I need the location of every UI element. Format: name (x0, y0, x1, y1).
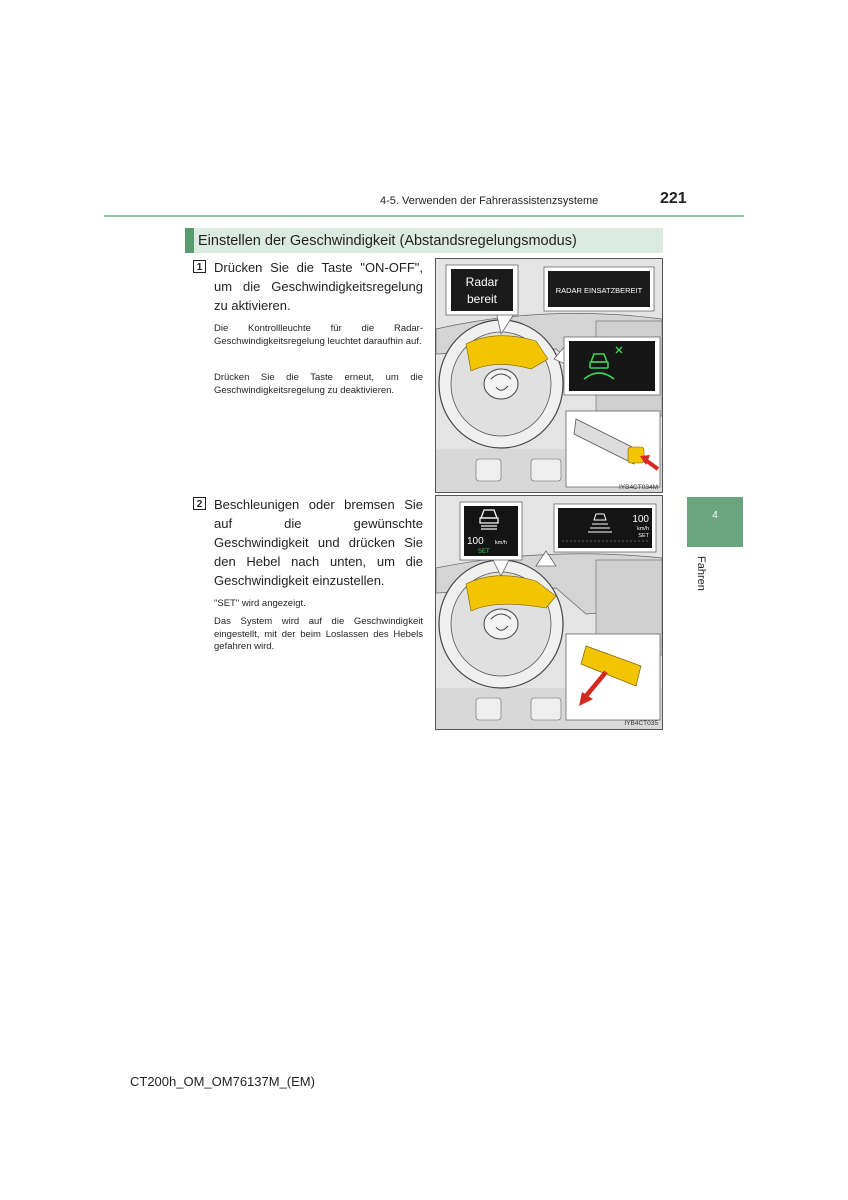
section-title: Einstellen der Geschwindigkeit (Abstandsregelungsmodus) (198, 233, 577, 249)
step-1-instruction: Drücken Sie die Taste "ON-OFF", um die Geschwindigkeitsregelung zu aktivieren. (214, 260, 423, 313)
figure-step-1 (435, 258, 663, 493)
step-2-note-1: "SET" wird angezeigt. (214, 598, 306, 609)
right-set-speed: 100 (632, 514, 649, 525)
step-number-2: 2 (193, 497, 206, 510)
radar-ready-display: RADAR EINSATZBEREIT (555, 286, 643, 295)
header-rule (104, 215, 744, 217)
chapter-tab (687, 497, 743, 547)
left-speed-unit: km/h (495, 540, 507, 546)
radar-ready-line1: Radar (465, 275, 499, 289)
right-speed-unit: km/h (637, 526, 649, 532)
footer-code: CT200h_OM_OM76137M_(EM) (130, 1074, 315, 1089)
figure-code-2: IYB4CT035 (624, 720, 658, 727)
figure-code-1: IYB4CT034M (618, 484, 658, 491)
chapter-label: Fahren (695, 556, 707, 591)
radar-ready-line2: bereit (466, 292, 498, 306)
section-header: 4-5. Verwenden der Fahrerassistenzsysteme (380, 195, 599, 207)
left-set-speed: 100 (467, 536, 484, 547)
step-1-note-1: Die Kontrollleuchte für die Radar-Geschwindigkeitsregelung leuchtet daraufhin auf. (214, 323, 423, 347)
right-set-indicator: SET (638, 533, 649, 539)
step-2-instruction: Beschleunigen oder bremsen Sie auf die gewünschte Geschwindigkeit und drücken Sie den Hebel nach unten, um die Geschwindigkeit einzustellen. (214, 497, 423, 588)
step-number-1: 1 (193, 260, 206, 273)
left-set-indicator: SET (478, 549, 490, 555)
step-1-note-2: Drücken Sie die Taste erneut, um die Geschwindigkeitsregelung zu deaktivieren. (214, 372, 423, 396)
figure-step-2 (435, 495, 663, 730)
chapter-number: 4 (712, 510, 718, 521)
page-number: 221 (660, 190, 687, 207)
step-2-note-2: Das System wird auf die Geschwindigkeit eingestellt, mit der beim Loslassen des Hebels gefahren wird. (214, 616, 423, 652)
